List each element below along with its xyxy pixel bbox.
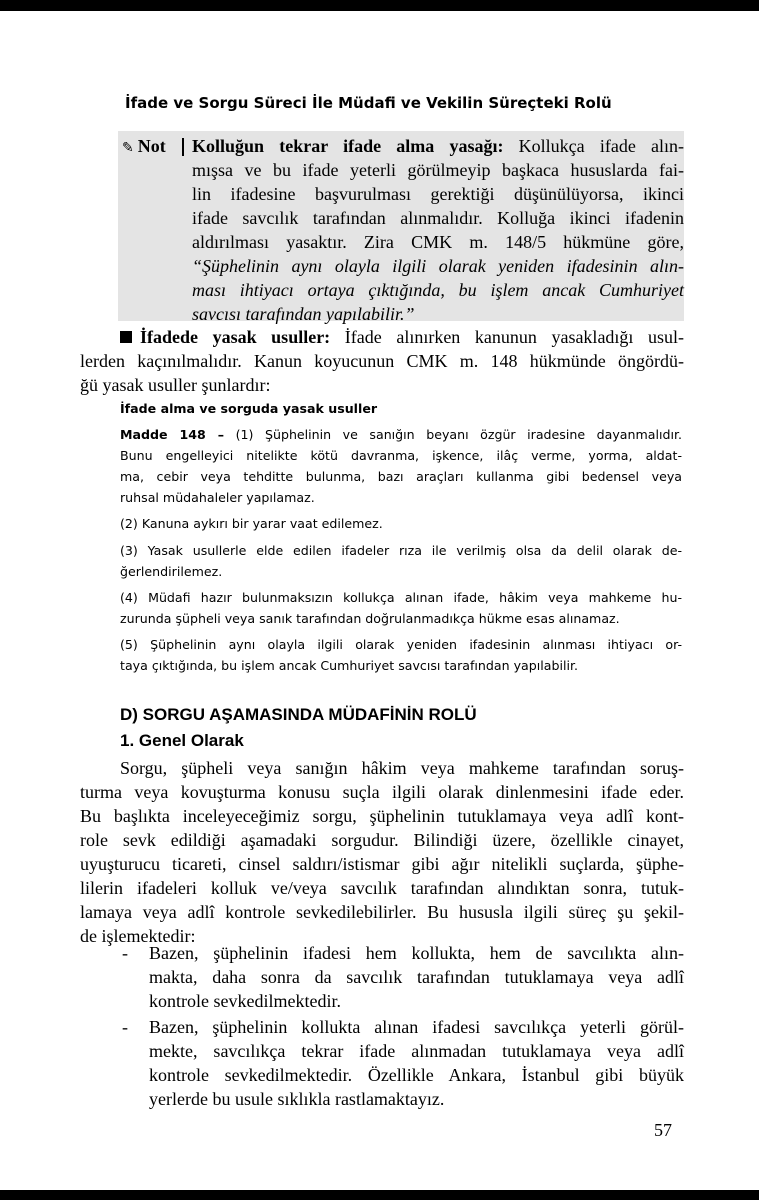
running-header: İfade ve Sorgu Süreci İle Müdafi ve Vekilin Süreçteki Rolü <box>125 94 612 112</box>
law-p1-line: Bunu engelleyici nitelikte kötü davranma, işkence, ilâç verme, yorma, aldat- <box>120 448 682 463</box>
note-label <box>122 136 166 157</box>
law-p5-line: (5) Şüphelinin aynı olayla ilgili olarak yeniden ifadesinin alınması ihtiyacı or- <box>120 637 682 652</box>
body-line: de işlemektedir: <box>80 926 196 946</box>
bottom-border <box>0 1190 759 1200</box>
pencil-icon: ✎ <box>122 141 134 156</box>
note-line: ifade savcılık tarafından alınmalıdır. Kolluğa ikinci ifadenin <box>192 208 684 228</box>
note-label-text: Not <box>137 136 166 156</box>
forbidden-line: ğü yasak usuller şunlardır: <box>80 375 271 395</box>
note-line-1 <box>192 134 684 158</box>
bullet-line: kontrole sevkedilmektedir. Özellikle Ankara, İstanbul gibi büyük <box>149 1065 684 1085</box>
body-line: turma veya kovuşturma konusu suçla ilgili olarak dinlenmesini ifade eder. <box>80 782 684 802</box>
body-line: role sevk edildiği aşamadaki sorgudur. Bilindiği üzere, özellikle cinayet, <box>80 830 684 850</box>
bullet-line: mekte, savcılıkça tekrar ifade alınmadan tutuklamaya veya adlî <box>149 1041 684 1061</box>
section-1-heading: 1. Genel Olarak <box>120 731 244 750</box>
top-border <box>0 0 759 11</box>
law-p1-line-1 <box>120 425 682 445</box>
law-p4-line: (4) Müdafi hazır bulunmaksızın kollukça alınan ifade, hâkim veya mahkeme hu- <box>120 590 682 605</box>
law-p3-line: ğerlendirilemez. <box>120 564 223 579</box>
note-quote-line: savcısı tarafından yapılabilir.” <box>192 304 415 324</box>
body-line: lamaya veya adlî kontrole sevkedilebilirler. Bu hususla ilgili süreç şu şekil- <box>80 902 684 922</box>
note-line: lin ifadesine başvurulması gerektiği düşünülüyorsa, ikinci <box>192 184 684 204</box>
bullet-dash: - <box>122 1017 128 1037</box>
note-quote-line: ması ihtiyacı ortaya çıktığında, bu işlem ancak Cumhuriyet <box>192 280 684 300</box>
page-number: 57 <box>654 1120 672 1140</box>
forbidden-line: lerden kaçınılmalıdır. Kanun koyucunun CMK m. 148 hükmünde öngördü- <box>80 351 684 371</box>
note-divider <box>182 138 184 156</box>
bullet-line: Bazen, şüphelinin kollukta alınan ifadesi savcılıkça yeterli görül- <box>149 1017 684 1037</box>
body-line: Bu başlıkta inceleyeceğimiz sorgu, şüphelinin tutuklamaya veya adlî kont- <box>80 806 684 826</box>
law-heading: İfade alma ve sorguda yasak usuller <box>120 401 378 416</box>
note-line: aldırılması yasaktır. Zira CMK m. 148/5 hükmüne göre, <box>192 232 684 252</box>
bullet-line: kontrole sevkedilmektedir. <box>149 991 341 1011</box>
law-p3-line: (3) Yasak usullerle elde edilen ifadeler rıza ile verilmiş olsa da delil olarak de- <box>120 543 682 558</box>
bullet-line: yerlerde bu usule sıklıkla rastlamaktayız. <box>149 1089 445 1109</box>
law-p1-line: ruhsal müdahaleler yapılamaz. <box>120 490 315 505</box>
body-line: Sorgu, şüpheli veya sanığın hâkim veya mahkeme tarafından soruş- <box>120 758 684 778</box>
forbidden-line-1-rest: İfade alınırken kanunun yasakladığı usul- <box>344 327 685 347</box>
bullet-dash: - <box>122 943 128 963</box>
forbidden-title: İfadede yasak usuller: <box>140 327 331 347</box>
square-bullet-icon <box>120 331 132 343</box>
law-p1-line-1-rest: (1) Şüphelinin ve sanığın beyanı özgür iradesine dayanmalıdır. <box>235 427 682 442</box>
madde-label: Madde 148 – <box>120 427 225 442</box>
body-line: uyuşturucu ticareti, cinsel saldırı/istismar gibi ağır nitelikli suçlarda, şüphe- <box>80 854 684 874</box>
body-line: lilerin ifadeleri kolluk ve/veya savcılık tarafından alındıktan sonra, tutuk- <box>80 878 684 898</box>
law-p4-line: zurunda şüpheli veya sanık tarafından doğrulanmadıkça hükme esas alınamaz. <box>120 611 620 626</box>
note-quote-line: “Şüphelinin aynı olayla ilgili olarak yeniden ifadesinin alın- <box>192 256 684 276</box>
law-p1-line: ma, cebir veya tehditte bulunma, bazı araçları kullanma gibi bedensel veya <box>120 469 682 484</box>
section-d-heading: D) SORGU AŞAMASINDA MÜDAFİNİN ROLÜ <box>120 705 477 724</box>
law-p5-line: taya çıktığında, bu işlem ancak Cumhuriyet savcısı tarafından yapılabilir. <box>120 658 578 673</box>
note-line: mışsa ve bu ifade yeterli görülmeyip başkaca hususlarda fai- <box>192 160 684 180</box>
forbidden-line-1 <box>120 325 684 349</box>
note-line-1-rest: Kollukça ifade alın- <box>518 136 684 156</box>
law-p2: (2) Kanuna aykırı bir yarar vaat edilemez. <box>120 516 383 531</box>
bullet-line: makta, daha sonra da savcılık tarafından tutuklamaya veya adlî <box>149 967 684 987</box>
bullet-line: Bazen, şüphelinin ifadesi hem kollukta, hem de savcılıkta alın- <box>149 943 684 963</box>
note-title: Kolluğun tekrar ifade alma yasağı: <box>192 136 504 156</box>
